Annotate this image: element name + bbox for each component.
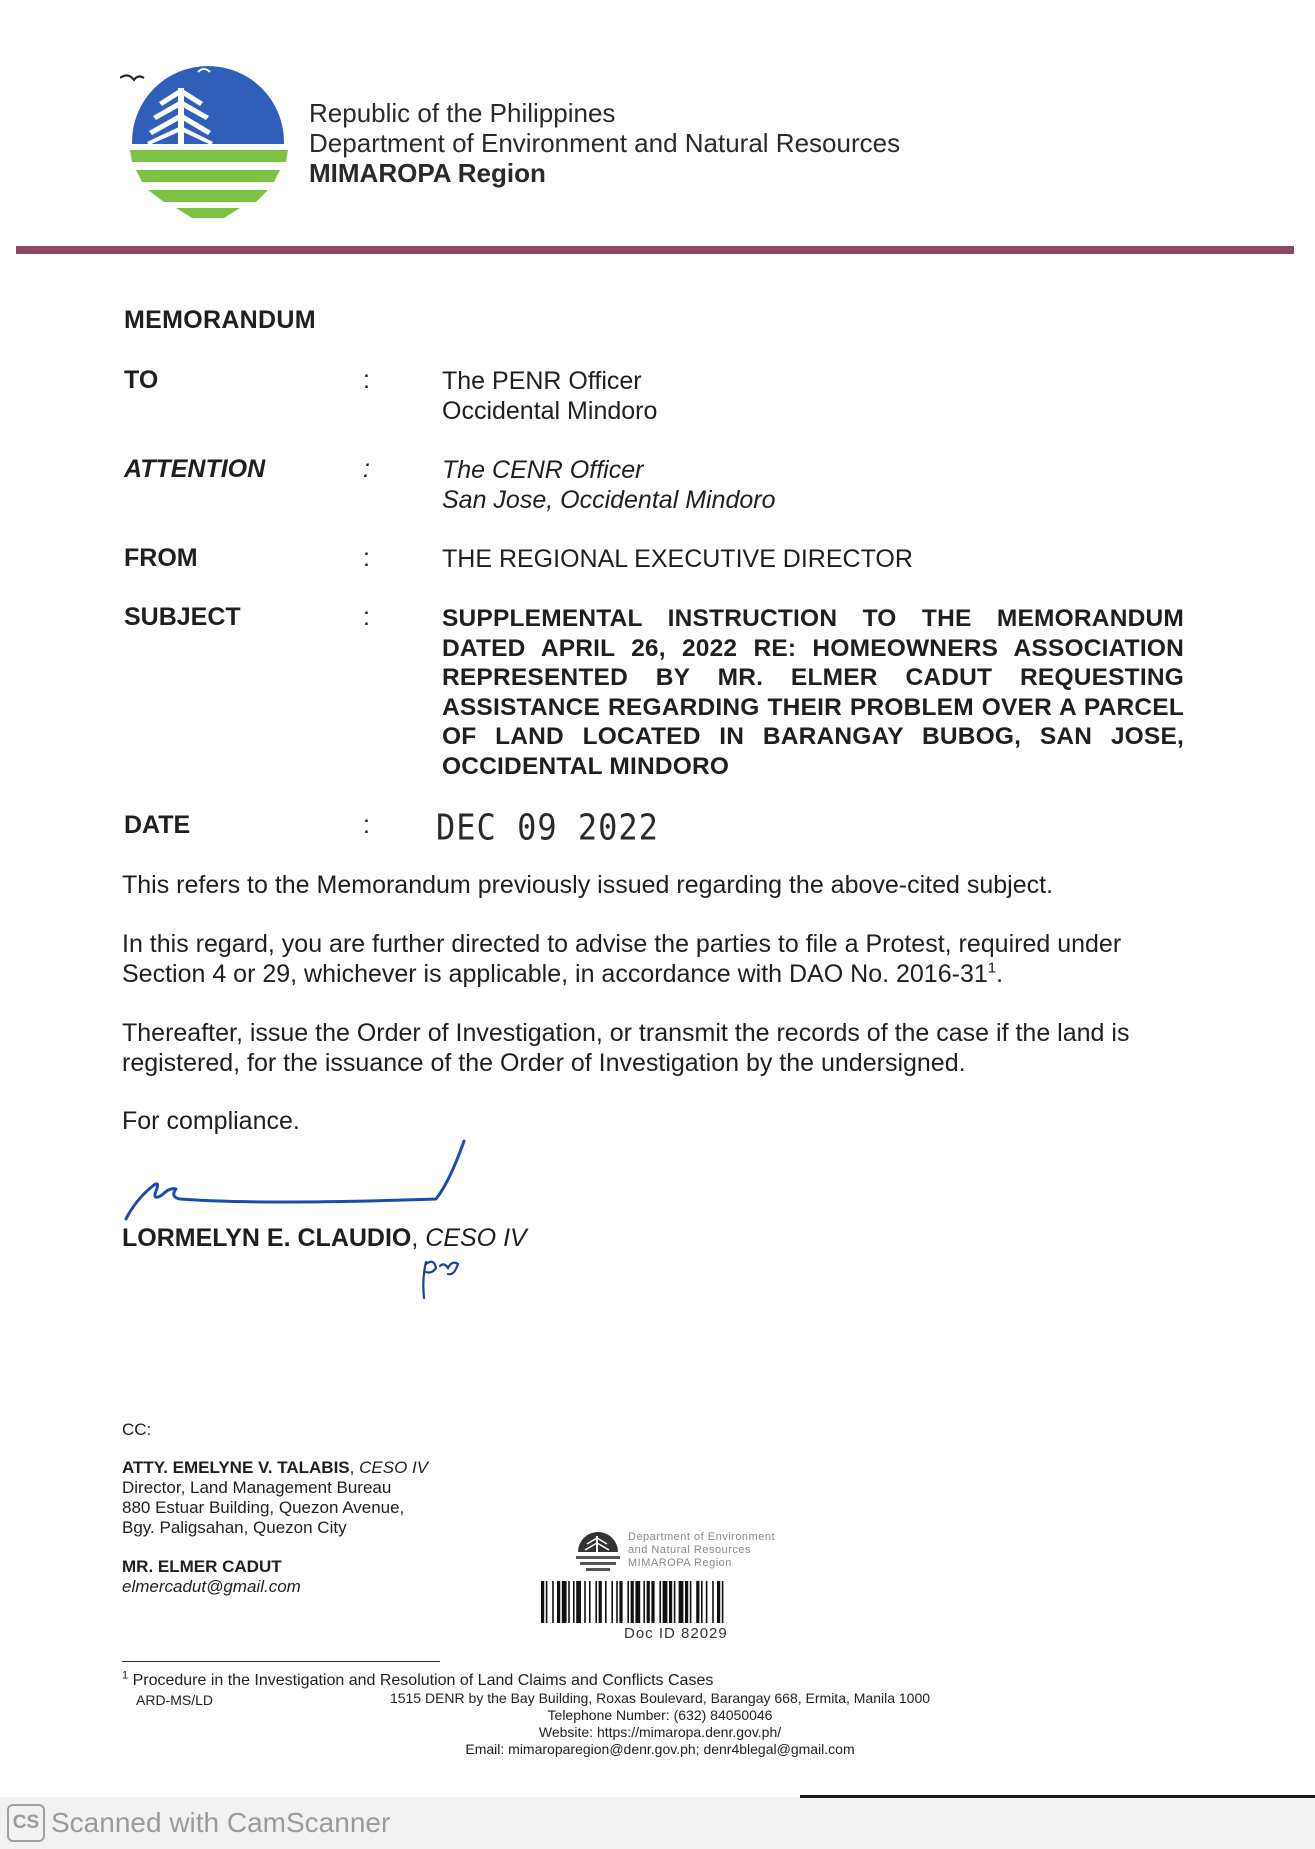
- memo-title: MEMORANDUM: [124, 306, 316, 334]
- body-paragraph-4: For compliance.: [122, 1107, 300, 1135]
- attention-line-1: The CENR Officer: [442, 456, 644, 484]
- reference-code: ARD-MS/LD: [136, 1692, 214, 1708]
- cc-recipient-1-line-3: 880 Estuar Building, Quezon Avenue,: [122, 1498, 405, 1517]
- header-region: MIMAROPA Region: [309, 158, 546, 188]
- camscanner-watermark: [7, 1804, 390, 1842]
- header-divider: [16, 246, 1294, 254]
- cc-recipient-1-separator: ,: [349, 1458, 360, 1477]
- footer-contact: [360, 1690, 960, 1758]
- camscanner-text: Scanned with CamScanner: [51, 1807, 391, 1838]
- to-colon: :: [363, 366, 370, 394]
- footer-email: Email: mimaroparegion@denr.gov.ph; denr4blegal@gmail.com: [465, 1741, 855, 1757]
- footer-phone: Telephone Number: (632) 84050046: [547, 1707, 773, 1723]
- doc-id: Doc ID 82029: [624, 1625, 728, 1642]
- body-paragraph-3: Thereafter, issue the Order of Investigation, or transmit the records of the case if the land is registered, for the issuance of the Order of Investigation by the undersigned.: [122, 1019, 1130, 1077]
- camscanner-logo-icon: CS: [7, 1804, 45, 1842]
- cc-recipient-2-name: [122, 1557, 301, 1577]
- cc-recipient-2-email: [122, 1577, 301, 1597]
- attention-label: ATTENTION: [124, 455, 266, 483]
- attention-value: [442, 455, 776, 515]
- to-label: TO: [124, 366, 159, 394]
- attention-colon: :: [363, 455, 370, 483]
- signatory-title: CESO IV: [425, 1224, 527, 1252]
- date-label: DATE: [124, 811, 191, 839]
- denr-stamp-logo-icon: [572, 1530, 624, 1574]
- cc-recipient-2: [122, 1557, 301, 1597]
- subject-label: SUBJECT: [124, 603, 241, 631]
- to-line-2: Occidental Mindoro: [442, 397, 658, 425]
- stamp-line-2: and Natural Resources: [628, 1544, 752, 1556]
- subject-value: SUPPLEMENTAL INSTRUCTION TO THE MEMORANDUM DATED APRIL 26, 2022 RE: HOMEOWNERS ASSOCIATION REPRESENTED BY MR. ELMER CADUT REQUESTING ASSISTANCE REGARDING THEIR PROBLEM OVER A PARCEL OF LAND LOCATED IN BARANGAY BUBOG, SAN JOSE, OCCIDENTAL MINDORO: [442, 605, 1184, 780]
- date-stamp: DEC 09 2022: [436, 806, 659, 849]
- to-value: [442, 366, 657, 426]
- signature-icon: [120, 1135, 480, 1225]
- from-colon: :: [363, 544, 370, 572]
- footnote: [122, 1669, 714, 1690]
- barcode-icon: [541, 1581, 821, 1623]
- cc-recipient-1-line-4: Bgy. Paligsahan, Quezon City: [122, 1518, 347, 1537]
- cc-recipient-1-title: CESO IV: [359, 1458, 429, 1477]
- cc-recipient-2-email-text: elmercadut@gmail.com: [122, 1577, 301, 1596]
- footnote-text: Procedure in the Investigation and Resolution of Land Claims and Conflicts Cases: [128, 1672, 714, 1689]
- footnote-number: 1: [122, 1669, 129, 1682]
- to-line-1: The PENR Officer: [442, 367, 642, 395]
- footer-address: 1515 DENR by the Bay Building, Roxas Boulevard, Barangay 668, Ermita, Manila 1000: [389, 1690, 931, 1706]
- body-paragraph-2-text: In this regard, you are further directed to advise the parties to file a Protest, required under Section 4 or 29, whichever is applicable, in accordance with DAO No. 2016-31: [122, 930, 1122, 988]
- signatory-name: LORMELYN E. CLAUDIO: [122, 1224, 412, 1252]
- header-block: [309, 98, 900, 188]
- body-paragraph-1: This refers to the Memorandum previously issued regarding the above-cited subject.: [122, 871, 1054, 899]
- from-value: THE REGIONAL EXECUTIVE DIRECTOR: [442, 545, 913, 573]
- header-republic: Republic of the Philippines: [309, 98, 616, 128]
- cc-recipient-1-name-text: ATTY. EMELYNE V. TALABIS: [122, 1458, 350, 1477]
- footnote-divider: [122, 1661, 440, 1662]
- cc-recipient-1-line-2: Director, Land Management Bureau: [122, 1478, 392, 1497]
- header-department: Department of Environment and Natural Resources: [309, 128, 901, 158]
- stamp-text: [628, 1531, 775, 1570]
- footer-website: Website: https://mimaropa.denr.gov.ph/: [538, 1724, 782, 1740]
- cc-label: CC:: [122, 1420, 152, 1439]
- scanner-edge-line: [800, 1795, 1315, 1798]
- footnote-ref: 1: [987, 959, 997, 977]
- stamp-line-1: Department of Environment: [628, 1531, 776, 1543]
- signatory: [122, 1224, 527, 1253]
- signatory-separator: ,: [411, 1224, 426, 1252]
- date-colon: :: [363, 811, 370, 839]
- cc-recipient-1-name: [122, 1458, 428, 1478]
- subject-colon: :: [363, 603, 370, 631]
- from-label: FROM: [124, 544, 198, 572]
- body-paragraph-2-end: .: [996, 960, 1004, 988]
- attention-line-2: San Jose, Occidental Mindoro: [442, 486, 776, 514]
- body-paragraph-2: [122, 929, 1188, 989]
- cc-recipient-2-name-text: MR. ELMER CADUT: [122, 1557, 282, 1576]
- initials-icon: [418, 1254, 478, 1300]
- denr-logo-icon: [120, 58, 290, 220]
- cc-recipient-1: [122, 1458, 428, 1538]
- stamp-line-3: MIMAROPA Region: [628, 1557, 732, 1569]
